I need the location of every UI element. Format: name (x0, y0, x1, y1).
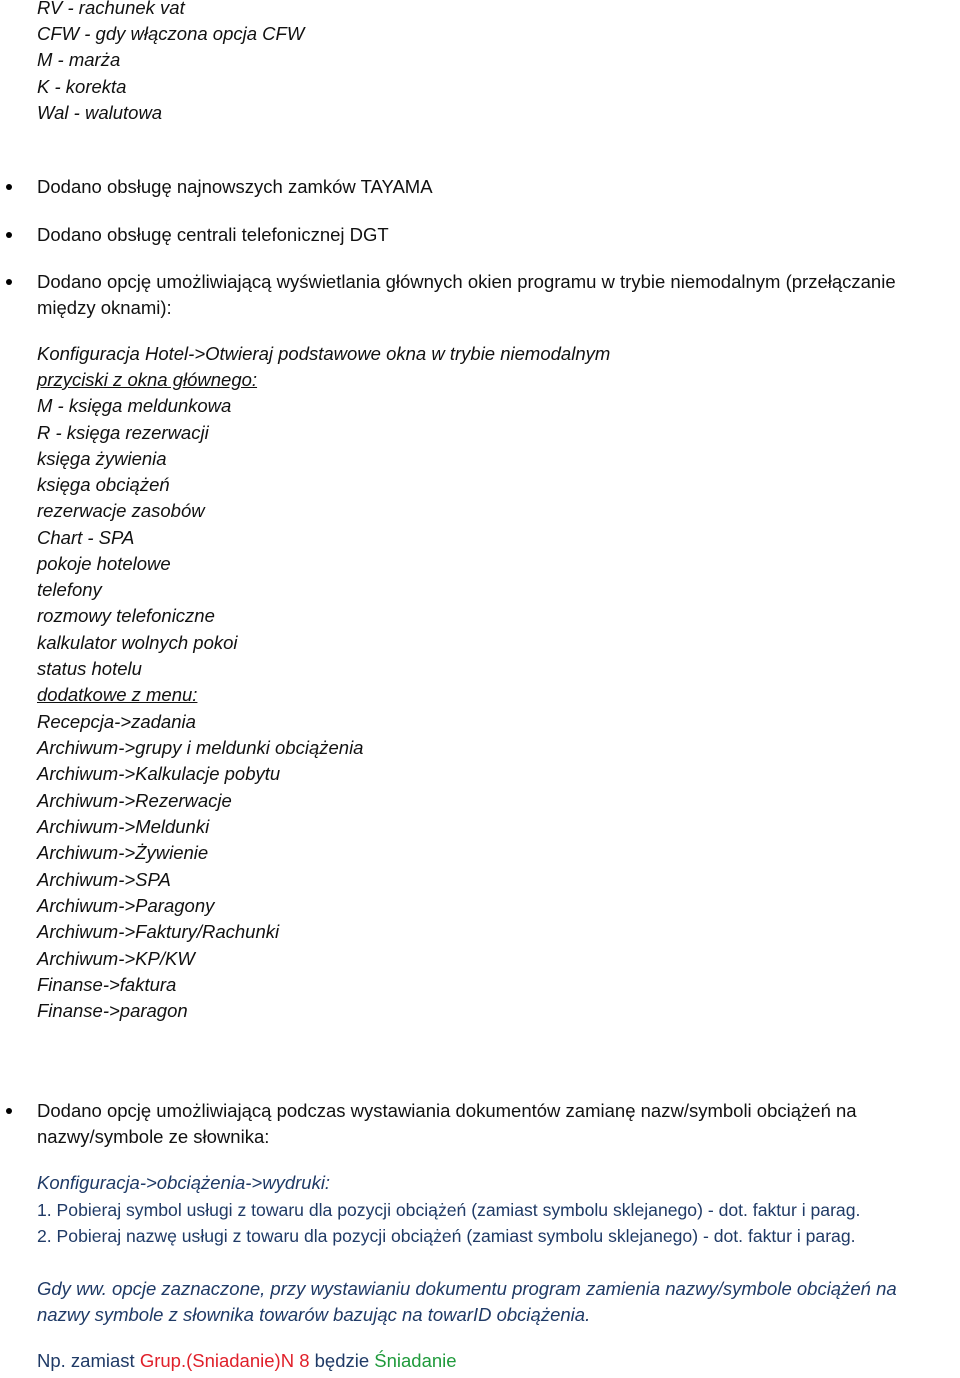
main-window-item: księga obciążeń (37, 474, 170, 495)
config-hotel-path: Konfiguracja Hotel->Otwieraj podstawowe okna w trybie niemodalnym (37, 343, 611, 364)
main-window-item: telefony (37, 579, 102, 600)
main-window-heading: przyciski z okna głównego: (37, 369, 258, 390)
menu-item: Finanse->paragon (37, 1000, 188, 1021)
doc-type-wal: Wal - walutowa (37, 102, 163, 123)
note-line-2: nazwy symbole z słownika towarów bazując na towarID obciążenia. (37, 1304, 591, 1325)
example-middle: będzie (309, 1350, 375, 1371)
doc-type-rv: RV - rachunek vat (37, 0, 185, 18)
menu-item: Finanse->faktura (37, 974, 177, 995)
main-window-item: R - księga rezerwacji (37, 422, 209, 443)
main-window-item: rezerwacje zasobów (37, 500, 205, 521)
example-old-name: Grup.(Sniadanie)N 8 (139, 1350, 310, 1371)
menu-item: Archiwum->SPA (37, 869, 171, 890)
note-line-1: Gdy ww. opcje zaznaczone, przy wystawianiu dokumentu program zamienia nazwy/symbole obciążeń na (37, 1278, 897, 1299)
menu-item: Archiwum->Paragony (37, 895, 215, 916)
bullet-dgt: Dodano obsługę centrali telefonicznej DGT (37, 224, 389, 245)
main-window-item: M - księga meldunkowa (37, 395, 232, 416)
example-new-name: Śniadanie (374, 1350, 457, 1371)
menu-item: Recepcja->zadania (37, 711, 196, 732)
main-window-item: kalkulator wolnych pokoi (37, 632, 238, 653)
bullet-dictionary-l1: Dodano opcję umożliwiającą podczas wystawiania dokumentów zamianę nazw/symboli obciążeń na (37, 1100, 857, 1121)
config-charges-path: Konfiguracja->obciążenia->wydruki: (37, 1172, 331, 1193)
doc-type-m: M - marża (37, 49, 121, 70)
menu-item: Archiwum->grupy i meldunki obciążenia (37, 737, 364, 758)
option-name: 2. Pobieraj nazwę usługi z towaru dla pozycji obciążeń (zamiast symbolu sklejanego) - dot. faktur i parag. (37, 1226, 856, 1246)
doc-type-k: K - korekta (37, 76, 127, 97)
menu-item: Archiwum->KP/KW (37, 948, 195, 969)
menu-heading: dodatkowe z menu: (37, 684, 198, 705)
main-window-item: Chart - SPA (37, 527, 135, 548)
menu-item: Archiwum->Faktury/Rachunki (37, 921, 280, 942)
menu-item: Archiwum->Kalkulacje pobytu (37, 763, 281, 784)
menu-item: Archiwum->Żywienie (37, 842, 209, 863)
bullet-nonmodal-l1: Dodano opcję umożliwiającą wyświetlania głównych okien programu w trybie niemodalnym (przełączanie (37, 271, 896, 292)
main-window-item: pokoje hotelowe (37, 553, 171, 574)
main-window-item: księga żywienia (37, 448, 167, 469)
bullet-dictionary-l2: nazwy/symbole ze słownika: (37, 1126, 270, 1147)
bullet-icon (6, 279, 12, 285)
main-window-item: status hotelu (37, 658, 142, 679)
example-line (37, 1348, 457, 1374)
bullet-tayama: Dodano obsługę najnowszych zamków TAYAMA (37, 176, 433, 197)
doc-type-cfw: CFW - gdy włączona opcja CFW (37, 23, 305, 44)
example-prefix: Np. zamiast (37, 1350, 140, 1371)
menu-item: Archiwum->Meldunki (37, 816, 210, 837)
option-symbol: 1. Pobieraj symbol usługi z towaru dla pozycji obciążeń (zamiast symbolu sklejanego) - dot. faktur i parag. (37, 1200, 861, 1220)
bullet-icon (6, 184, 12, 190)
menu-item: Archiwum->Rezerwacje (37, 790, 232, 811)
bullet-icon (6, 1108, 12, 1114)
bullet-icon (6, 232, 12, 238)
bullet-nonmodal-l2: między oknami): (37, 297, 172, 318)
main-window-item: rozmowy telefoniczne (37, 605, 215, 626)
